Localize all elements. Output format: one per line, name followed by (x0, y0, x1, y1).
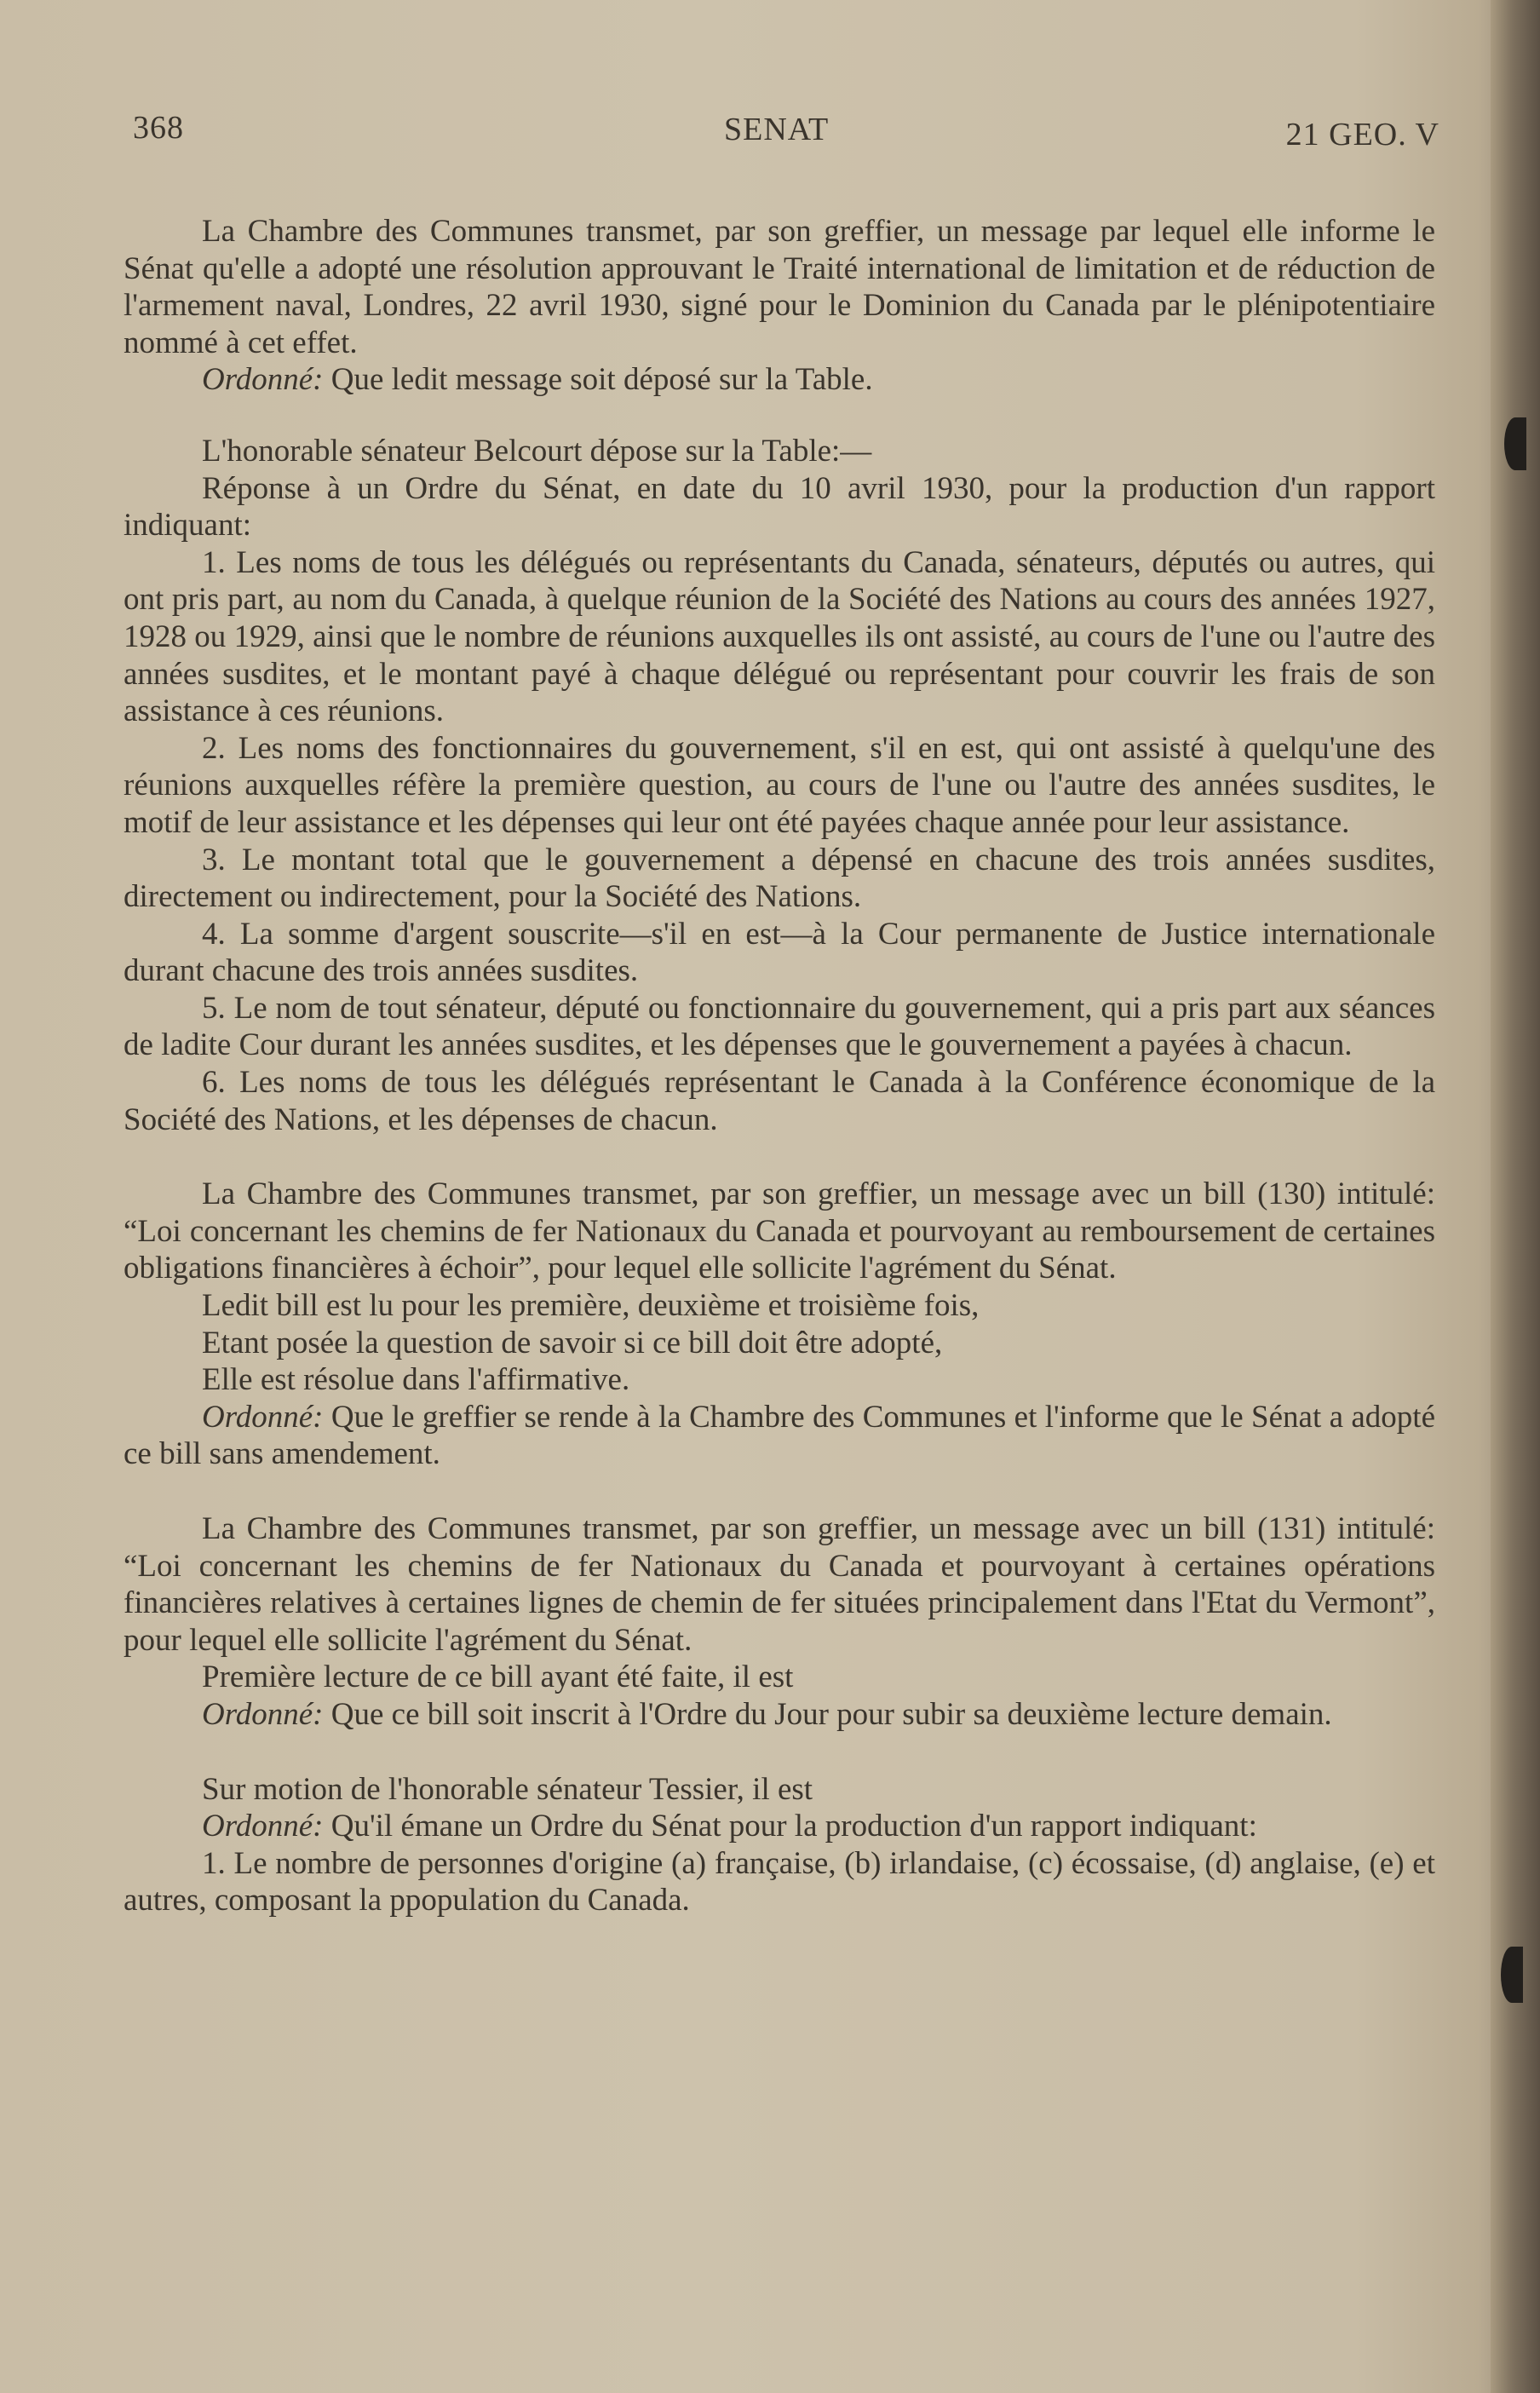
paragraph: La Chambre des Communes transmet, par son greffier, un message avec un bill (131) intitulé: “Loi concernant les chemins de fer Nationaux du Canada et pourvoyant à certaines opérations financières relatives à certaines lignes de chemin de fer situées principalement dans l'Etat du Vermont”, pour lequel elle sollicite l'agrément du Sénat. (124, 1511, 1435, 1658)
paragraph: Ordonné: Que ledit message soit déposé sur la Table. (202, 362, 873, 398)
paragraph: Etant posée la question de savoir si ce bill doit être adopté, (202, 1325, 943, 1360)
paragraph: La Chambre des Communes transmet, par son greffier, un message avec un bill (130) intitulé: “Loi concernant les chemins de fer Nationaux du Canada et pourvoyant au remboursement de certaines obligations financières à échoir”, pour lequel elle sollicite l'agrément du Sénat. (124, 1176, 1435, 1286)
paragraph: Ordonné: Que ce bill soit inscrit à l'Ordre du Jour pour subir sa deuxième lecture demain. (202, 1696, 1332, 1732)
paragraph: Première lecture de ce bill ayant été faite, il est (202, 1660, 794, 1695)
thumb-index-tab (1504, 417, 1526, 470)
paragraph: Ordonné: Qu'il émane un Ordre du Sénat pour la production d'un rapport indiquant: (202, 1809, 1257, 1844)
ordonne-label: Ordonné: (202, 1399, 324, 1435)
list-item: 1. Le nombre de personnes d'origine (a) française, (b) irlandaise, (c) écossaise, (d) anglaise, (e) et autres, composant la ppopulation du Canada. (124, 1845, 1435, 1918)
ordonne-label: Ordonné: (202, 362, 324, 398)
paragraph: Ledit bill est lu pour les première, deuxième et troisième fois, (202, 1288, 980, 1324)
paragraph: Réponse à un Ordre du Sénat, en date du 10 avril 1930, pour la production d'un rapport indiquant: (124, 470, 1435, 544)
list-item: 1. Les noms de tous les délégués ou représentants du Canada, sénateurs, députés ou autres, qui ont pris part, au nom du Canada, à quelque réunion de la Société des Nations au cours des années 1927, 1928 ou 1929, ainsi que le nombre de réunions auxquelles ils ont assisté, au cours de l'une ou l'autre des années susdites, et le montant payé à chaque délégué ou représentant pour couvrir les frais de son assistance à ces réunions. (124, 544, 1435, 729)
body-text (124, 213, 1435, 1919)
header-title: SENAT (724, 112, 830, 147)
paragraph: L'honorable sénateur Belcourt dépose sur la Table:— (202, 433, 872, 469)
list-item: 2. Les noms des fonctionnaires du gouvernement, s'il en est, qui ont assisté à quelqu'une des réunions auxquelles réfère la première question, au cours de l'une ou l'autre des années susdites, le motif de leur assistance et les dépenses qui leur ont été payées chaque année pour leur assistance. (124, 730, 1435, 840)
paragraph: Sur motion de l'honorable sénateur Tessier, il est (202, 1771, 813, 1807)
running-header (128, 109, 1439, 152)
page-number: 368 (133, 110, 184, 146)
list-item: 3. Le montant total que le gouvernement a dépensé en chacune des trois années susdites, directement ou indirectement, pour la Société des Nations. (124, 842, 1435, 915)
paragraph: Ordonné: Que le greffier se rende à la Chambre des Communes et l'informe que le Sénat a adopté ce bill sans amendement. (124, 1399, 1435, 1472)
list-item: 4. La somme d'argent souscrite—s'il en est—à la Cour permanente de Justice internationale durant chacune des trois années susdites. (124, 916, 1435, 989)
thumb-index-tab (1501, 1947, 1523, 2003)
paragraph: La Chambre des Communes transmet, par son greffier, un message par lequel elle informe le Sénat qu'elle a adopté une résolution approuvant le Traité international de limitation et de réduction de l'armement naval, Londres, 22 avril 1930, signé pour le Dominion du Canada par le plénipotentiaire nommé à cet effet. (124, 214, 1435, 360)
list-item: 5. Le nom de tout sénateur, député ou fonctionnaire du gouvernement, qui a pris part aux séances de ladite Cour durant les années susdites, et les dépenses que le gouvernement a payées à chacun. (124, 990, 1435, 1063)
list-item: 6. Les noms de tous les délégués représentant le Canada à la Conférence économique de la Société des Nations, et les dépenses de chacun. (124, 1065, 1435, 1137)
ordonne-label: Ordonné: (202, 1809, 324, 1844)
ordonne-label: Ordonné: (202, 1696, 324, 1732)
header-session: 21 GEO. V (1285, 117, 1439, 152)
page-edge-shadow (1491, 0, 1540, 2393)
paragraph: Elle est résolue dans l'affirmative. (202, 1362, 630, 1398)
